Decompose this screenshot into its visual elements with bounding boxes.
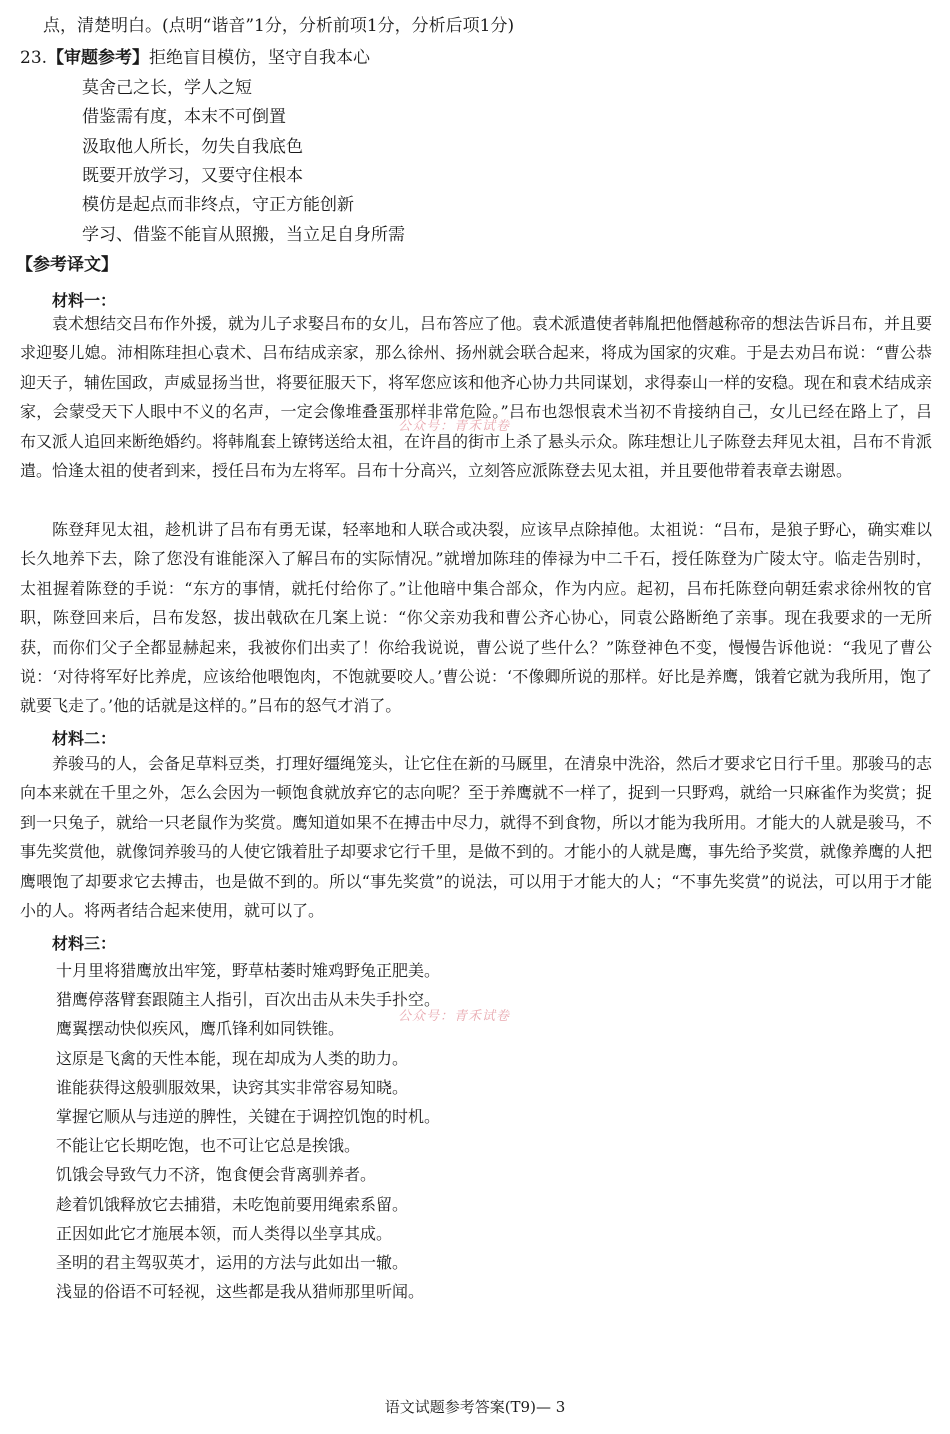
question-number: 23.	[20, 48, 48, 68]
material-1-paragraph-1: 袁术想结交吕布作外援，就为儿子求娶吕布的女儿，吕布答应了他。袁术派遣使者韩胤把他僭越称帝的想法告诉吕布，并且要求迎娶儿媳。沛相陈珪担心袁术、吕布结成亲家，那么徐州、扬州就会联合起来，将成为国家的灾难。于是去劝吕布说：“曹公恭迎天子，辅佐国政，声威显扬当世，将要征服天下，将军您应该和他齐心协力共同谋划，求得泰山一样的安稳。现在和袁术结成亲家，会蒙受天下人眼中不义的名声，一定会像堆叠蛋那样非常危险。”吕布也怨恨袁术当初不肯接纳自己，女儿已经在路上了，吕布又派人追回来断绝婚约。将韩胤套上镣铐送给太祖，在许昌的街市上杀了悬头示众。陈珪想让儿子陈登去拜见太祖，吕布不肯派遣。恰逢太祖的使者到来，授任吕布为左将军。吕布十分高兴，立刻答应派陈登去见太祖，并且要他带着表章去谢恩。	[20, 314, 933, 481]
material-1-title: 材料一：	[52, 291, 117, 310]
thesis-item: 既要开放学习，又要守住根本	[82, 166, 303, 186]
material-2-title: 材料二：	[52, 729, 117, 748]
poem-line: 圣明的君主驾驭英才，运用的方法与此如出一辙。	[56, 1253, 409, 1273]
material-1-paragraph-2: 陈登拜见太祖，趁机讲了吕布有勇无谋，轻率地和人联合或决裂，应该早点除掉他。太祖说：“吕布，是狼子野心，确实难以长久地养下去，除了您没有谁能深入了解吕布的实际情况。”就增加陈珪的俸禄为中二千石，授任陈登为广陵太守。临走告别时，太祖握着陈登的手说：“东方的事情，就托付给你了。”让他暗中集合部众，作为内应。起初，吕布托陈登向朝廷索求徐州牧的官职，陈登回来后，吕布发怒，拔出戟砍在几案上说：“你父亲劝我和曹公齐心协心，同袁公路断绝了亲事。现在我要求的一无所获，而你们父子全都显赫起来，我被你们出卖了！你给我说说，曹公说了些什么？”陈登神色不变，慢慢告诉他说：“我见了曹公说：‘对待将军好比养虎，应该给他喂饱肉，不饱就要咬人。’曹公说：‘不像卿所说的那样。好比是养鹰，饿着它就为我所用，饱了就要飞走了。’他的话就是这样的。”吕布的怒气才消了。	[20, 520, 932, 716]
watermark-text: 公众号：青禾试卷	[398, 1009, 511, 1024]
poem-line: 谁能获得这般驯服效果，诀窍其实非常容易知晓。	[56, 1077, 409, 1097]
poem-line: 饥饿会导致气力不济，饱食便会背离驯养者。	[56, 1165, 377, 1185]
poem-line: 鹰翼摆动快似疾风，鹰爪锋利如同铁锥。	[56, 1019, 345, 1039]
scoring-note-line: 点，清楚明白。(点明“谐音”1分，分析前项1分，分析后项1分)	[43, 16, 515, 36]
material-3-title: 材料三：	[52, 934, 117, 953]
material-2-paragraph: 养骏马的人，会备足草料豆类，打理好缰绳笼头，让它住在新的马厩里，在清泉中洗浴，然后才要求它日行千里。那骏马的志向本来就在千里之外，怎么会因为一顿饱食就放弃它的志向呢？至于养鹰就不一样了，捉到一只野鸡，就给一只麻雀作为奖赏；捉到一只兔子，就给一只老鼠作为奖赏。鹰知道如果不在搏击中尽力，就得不到食物，所以才能为我所用。才能大的人就是骏马，不事先奖赏他，就像饲养骏马的人使它饿着肚子却要求它行千里，是做不到的。才能小的人就是鹰，事先给予奖赏，就像养鹰的人把鹰喂饱了却要求它去搏击，也是做不到的。所以“事先奖赏”的说法，可以用于才能大的人；“不事先奖赏”的说法，可以用于才能小的人。将两者结合起来使用，就可以了。	[20, 754, 933, 921]
review-reference-tag: 【审题参考】	[47, 48, 150, 68]
thesis-item: 借鉴需有度，本末不可倒置	[82, 107, 286, 127]
thesis-item: 汲取他人所长，勿失自我底色	[82, 137, 303, 157]
question-23-header	[20, 48, 370, 68]
poem-line: 不能让它长期吃饱，也不可让它总是挨饿。	[56, 1136, 361, 1156]
reference-translation-heading: 【参考译文】	[16, 255, 118, 275]
poem-line: 趁着饥饿释放它去捕猎，未吃饱前要用绳索系留。	[56, 1194, 409, 1214]
watermark-text: 公众号：青禾试卷	[398, 419, 511, 434]
poem-line: 猎鹰停落臂套跟随主人指引，百次出击从未失手扑空。	[56, 990, 441, 1010]
poem-line: 正因如此它才施展本领，而人类得以坐享其成。	[56, 1223, 393, 1243]
question-23-thesis: 拒绝盲目模仿，坚守自我本心	[149, 48, 371, 68]
material-3-poem	[56, 956, 440, 1306]
thesis-item: 模仿是起点而非终点，守正方能创新	[82, 195, 354, 215]
thesis-item: 莫舍己之长，学人之短	[82, 78, 252, 98]
poem-line: 十月里将猎鹰放出牢笼，野草枯萎时雉鸡野兔正肥美。	[56, 961, 441, 980]
poem-line: 掌握它顺从与违逆的脾性，关键在于调控饥饱的时机。	[56, 1107, 441, 1127]
thesis-item: 学习、借鉴不能盲从照搬，当立足自身所需	[82, 225, 405, 245]
page-footer: 语文试题参考答案(T9)— 3	[384, 1398, 566, 1416]
poem-line: 这原是飞禽的天性本能，现在却成为人类的助力。	[56, 1048, 409, 1068]
poem-line: 浅显的俗语不可轻视，这些都是我从猎师那里听闻。	[56, 1282, 425, 1302]
